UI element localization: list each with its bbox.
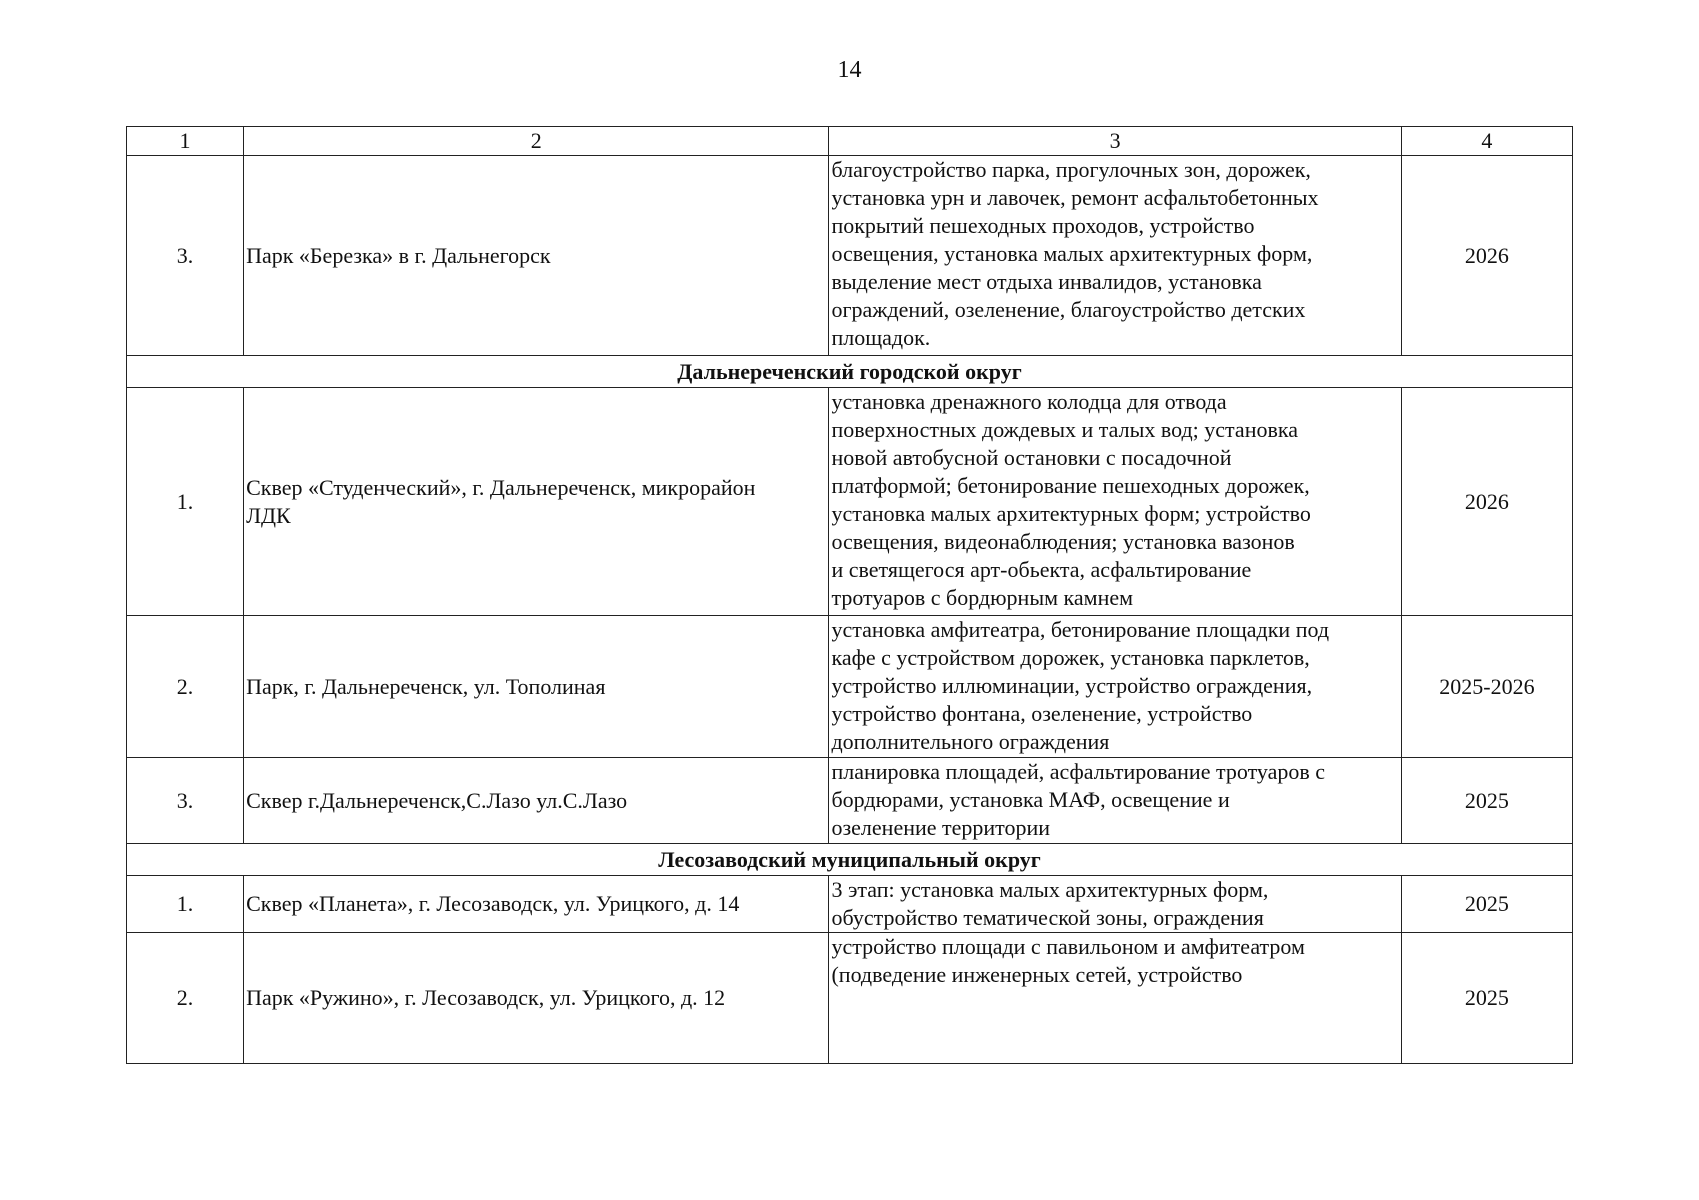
description-line: новой автобусной остановки с посадочной xyxy=(831,445,1232,470)
object-name xyxy=(244,933,829,1064)
description-line: тротуаров с бордюрным камнем xyxy=(831,585,1134,610)
table-row xyxy=(127,876,1573,933)
description-line: устройство фонтана, озеленение, устройство xyxy=(831,701,1253,726)
implementation-year: 2025 xyxy=(1401,758,1572,844)
description-line: поверхностных дождевых и талых вод; установка xyxy=(831,417,1298,442)
description-line: выделение мест отдыха инвалидов, установка xyxy=(831,269,1262,294)
table-row xyxy=(127,758,1573,844)
description-line: установка урн и лавочек, ремонт асфальтобетонных xyxy=(831,185,1319,210)
section-title: Лесозаводский муниципальный округ xyxy=(127,844,1573,876)
object-name-line: Парк «Березка» в г. Дальнегорск xyxy=(246,242,551,268)
works-description xyxy=(829,388,1401,616)
header-col-4: 4 xyxy=(1401,127,1572,156)
implementation-year: 2026 xyxy=(1401,388,1572,616)
works-description xyxy=(829,156,1401,356)
description-line: обустройство тематической зоны, ограждения xyxy=(831,905,1264,930)
description-line: озеленение территории xyxy=(831,815,1051,840)
section-title: Дальнереченский городской округ xyxy=(127,356,1573,388)
table-row xyxy=(127,388,1573,616)
works-description xyxy=(829,876,1401,933)
description-line: устройство площади с павильоном и амфитеатром xyxy=(831,934,1305,959)
object-name-line: Сквер «Планета», г. Лесозаводск, ул. Урицкого, д. 14 xyxy=(246,891,740,916)
description-line: кафе с устройством дорожек, установка парклетов, xyxy=(831,645,1310,670)
page-number: 14 xyxy=(837,57,862,83)
implementation-year: 2025 xyxy=(1401,876,1572,933)
works-table xyxy=(126,126,1573,1064)
works-description xyxy=(829,616,1401,758)
object-name xyxy=(244,388,829,616)
table-row xyxy=(127,933,1573,1064)
works-description xyxy=(829,933,1401,1064)
header-col-3: 3 xyxy=(829,127,1401,156)
works-description xyxy=(829,758,1401,844)
row-number: 2. xyxy=(127,616,244,758)
description-line: дополнительного ограждения xyxy=(831,729,1110,754)
implementation-year: 2026 xyxy=(1401,156,1572,356)
object-name-line: Сквер «Студенческий», г. Дальнереченск, микрорайон xyxy=(246,474,756,500)
description-line: покрытий пешеходных проходов, устройство xyxy=(831,213,1255,238)
description-line: ограждений, озеленение, благоустройство детских xyxy=(831,297,1306,322)
object-name-line: ЛДК xyxy=(246,502,291,528)
table-header-row xyxy=(127,127,1573,156)
object-name xyxy=(244,876,829,933)
object-name-line: Парк, г. Дальнереченск, ул. Тополиная xyxy=(246,673,606,699)
table-row xyxy=(127,616,1573,758)
description-line: платформой; бетонирование пешеходных дорожек, xyxy=(831,473,1310,498)
description-line: освещения, установка малых архитектурных форм, xyxy=(831,241,1313,266)
description-line: установка дренажного колодца для отвода xyxy=(831,389,1227,414)
table-row xyxy=(127,156,1573,356)
row-number: 3. xyxy=(127,156,244,356)
description-line: установка малых архитектурных форм; устройство xyxy=(831,501,1311,526)
object-name-line: Сквер г.Дальнереченск,С.Лазо ул.С.Лазо xyxy=(246,787,628,813)
description-line: благоустройство парка, прогулочных зон, дорожек, xyxy=(831,157,1311,182)
description-line: освещения, видеонаблюдения; установка вазонов xyxy=(831,529,1295,554)
header-col-2: 2 xyxy=(244,127,829,156)
row-number: 1. xyxy=(127,876,244,933)
object-name-line: Парк «Ружино», г. Лесозаводск, ул. Урицкого, д. 12 xyxy=(246,985,726,1010)
object-name xyxy=(244,616,829,758)
description-line: планировка площадей, асфальтирование тротуаров с xyxy=(831,759,1326,784)
description-line: и светящегося арт-обьекта, асфальтирование xyxy=(831,557,1252,582)
object-name xyxy=(244,758,829,844)
row-number: 2. xyxy=(127,933,244,1064)
object-name xyxy=(244,156,829,356)
description-line: 3 этап: установка малых архитектурных форм, xyxy=(831,877,1269,902)
implementation-year: 2025 xyxy=(1401,933,1572,1064)
description-line: (подведение инженерных сетей, устройство xyxy=(831,962,1243,987)
row-number: 3. xyxy=(127,758,244,844)
section-header-row xyxy=(127,844,1573,876)
section-header-row xyxy=(127,356,1573,388)
description-line: устройство иллюминации, устройство ограждения, xyxy=(831,673,1313,698)
implementation-year: 2025-2026 xyxy=(1401,616,1572,758)
row-number: 1. xyxy=(127,388,244,616)
description-line: бордюрами, установка МАФ, освещение и xyxy=(831,787,1230,812)
description-line: установка амфитеатра, бетонирование площадки под xyxy=(831,617,1330,642)
description-line: площадок. xyxy=(831,325,931,350)
header-col-1: 1 xyxy=(127,127,244,156)
